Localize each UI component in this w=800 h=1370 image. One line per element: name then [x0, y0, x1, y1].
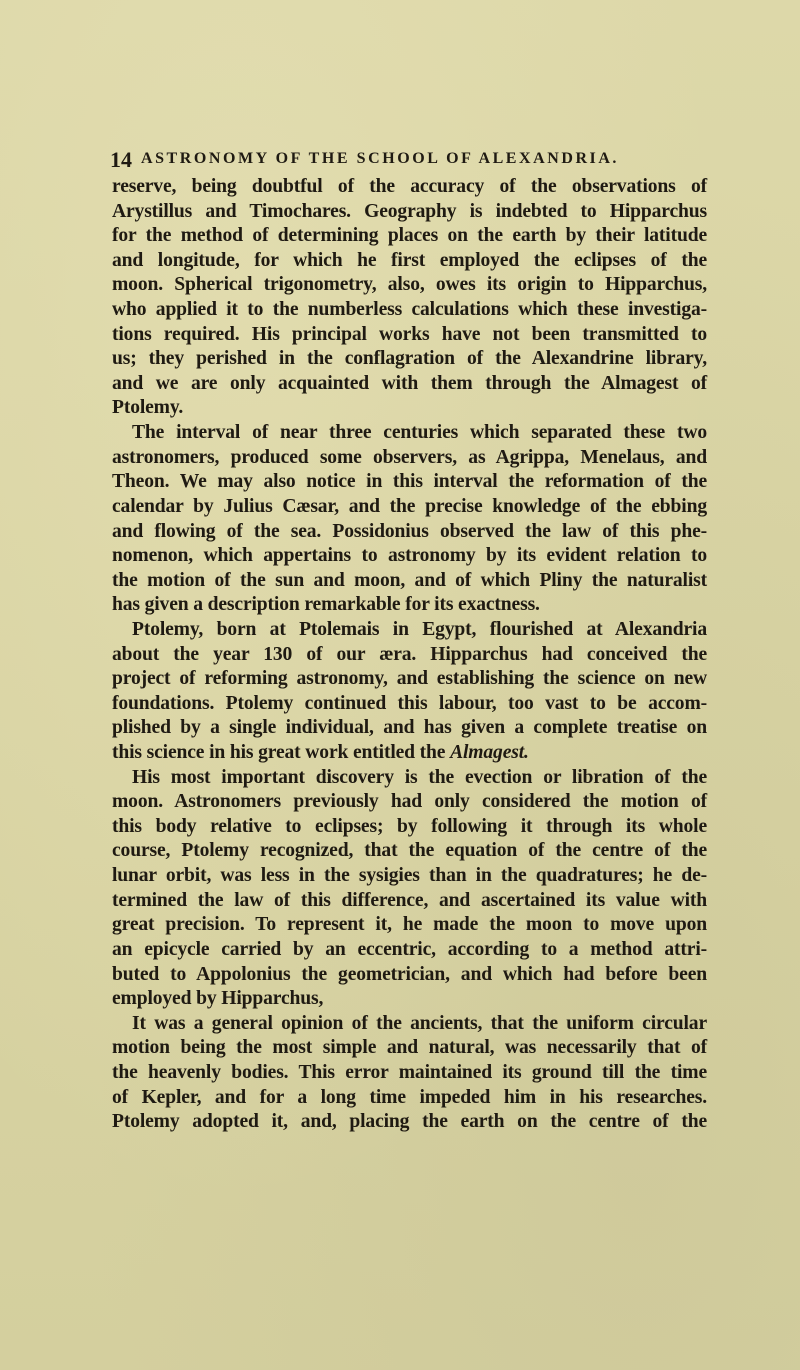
line-text: calendar by Julius Cæsar, and the precise knowledge of the ebbing	[112, 495, 707, 517]
text-line	[112, 913, 707, 938]
line-text: lunar orbit, was less in the sysigies than in the quadratures; he de-	[112, 865, 707, 887]
running-title: ASTRONOMY OF THE SCHOOL OF ALEXANDRIA.	[141, 150, 619, 167]
text-line	[112, 1086, 707, 1111]
line-text: foundations. Ptolemy continued this labour, too vast to be accom-	[112, 692, 707, 714]
text-line	[112, 987, 707, 1012]
text-line	[112, 200, 707, 225]
text-line	[112, 273, 707, 298]
text-line	[112, 298, 707, 323]
text-line	[112, 716, 707, 741]
line-text: us; they perished in the conflagration of the Alexandrine library,	[112, 348, 707, 370]
text-line	[112, 593, 707, 618]
paragraph-first-line	[112, 618, 707, 643]
line-text: moon. Spherical trigonometry, also, owes its origin to Hipparchus,	[112, 274, 707, 296]
text-line	[112, 938, 707, 963]
text-line	[112, 569, 707, 594]
line-text: project of reforming astronomy, and establishing the science on new	[112, 668, 707, 690]
line-text: this science in his great work entitled the	[112, 742, 446, 764]
text-line	[112, 470, 707, 495]
text-line	[112, 495, 707, 520]
line-text: termined the law of this difference, and ascertained its value with	[112, 889, 707, 911]
line-text: plished by a single individual, and has given a complete treatise on	[112, 717, 707, 739]
line-text: Theon. We may also notice in this interval the reformation of the	[112, 471, 707, 493]
line-text: Ptolemy adopted it, and, placing the earth on the centre of the	[112, 1111, 707, 1133]
line-text: moon. Astronomers previously had only considered the motion of	[112, 791, 707, 813]
line-text: and longitude, for which he first employed the eclipses of the	[112, 249, 707, 271]
line-text: reserve, being doubtful of the accuracy of the observations of	[112, 176, 707, 197]
body-text	[112, 175, 707, 1135]
line-text: tions required. His principal works have not been transmitted to	[112, 323, 707, 345]
line-text: His most important discovery is the evection or libration of the	[132, 766, 707, 788]
line-text: about the year 130 of our æra. Hipparchus had conceived the	[112, 643, 707, 665]
text-line	[112, 815, 707, 840]
text-line	[112, 1061, 707, 1086]
text-line	[112, 446, 707, 471]
line-text: who applied it to the numberless calculations which these investiga-	[112, 299, 707, 321]
text-line	[112, 692, 707, 717]
line-text: of Kepler, and for a long time impeded him in his researches.	[112, 1086, 707, 1108]
line-text: course, Ptolemy recognized, that the equation of the centre of the	[112, 840, 707, 862]
text-line	[112, 643, 707, 668]
text-line	[112, 544, 707, 569]
running-head	[110, 147, 710, 173]
line-text: an epicycle carried by an eccentric, according to a method attri-	[112, 938, 707, 960]
line-text: nomenon, which appertains to astronomy by its evident relation to	[112, 545, 707, 567]
line-text: Ptolemy, born at Ptolemais in Egypt, flourished at Alexandria	[132, 618, 707, 640]
line-text: buted to Appolonius the geometrician, and which had before been	[112, 963, 707, 985]
text-line	[112, 520, 707, 545]
text-line	[112, 839, 707, 864]
text-line	[112, 790, 707, 815]
text-line	[112, 347, 707, 372]
line-text: It was a general opinion of the ancients, that the uniform circular	[132, 1012, 707, 1034]
text-line	[112, 667, 707, 692]
line-text: motion being the most simple and natural, was necessarily that of	[112, 1037, 707, 1059]
line-text: has given a description remarkable for its exactness.	[112, 594, 540, 616]
line-text: for the method of determining places on the earth by their latitude	[112, 225, 707, 247]
line-text: astronomers, produced some observers, as Agrippa, Menelaus, and	[112, 446, 707, 468]
text-line	[112, 396, 707, 421]
line-text: the motion of the sun and moon, and of which Pliny the naturalist	[112, 569, 707, 591]
line-text: Arystillus and Timochares. Geography is indebted to Hipparchus	[112, 200, 707, 222]
text-line	[112, 963, 707, 988]
italic-title: Almagest.	[450, 742, 529, 764]
text-line	[112, 864, 707, 889]
text-line	[112, 889, 707, 914]
paragraph-first-line	[112, 766, 707, 791]
text-line	[112, 249, 707, 274]
line-text: and we are only acquainted with them through the Almagest of	[112, 372, 707, 394]
text-line	[112, 323, 707, 348]
paragraph-first-line	[112, 421, 707, 446]
line-text: employed by Hipparchus,	[112, 988, 324, 1010]
text-line	[112, 372, 707, 397]
text-line	[112, 1036, 707, 1061]
line-text: this body relative to eclipses; by following it through its whole	[112, 815, 707, 837]
line-text: the heavenly bodies. This error maintained its ground till the time	[112, 1061, 707, 1083]
text-line	[112, 741, 707, 766]
paragraph-first-line	[112, 1012, 707, 1037]
line-text: and flowing of the sea. Possidonius observed the law of this phe-	[112, 520, 707, 542]
text-line	[112, 175, 707, 200]
line-text: Ptolemy.	[112, 397, 184, 419]
text-line	[112, 224, 707, 249]
text-line	[112, 1110, 707, 1135]
page-number: 14	[110, 147, 132, 172]
line-text: great precision. To represent it, he made the moon to move upon	[112, 914, 707, 936]
line-text: The interval of near three centuries which separated these two	[132, 422, 707, 444]
